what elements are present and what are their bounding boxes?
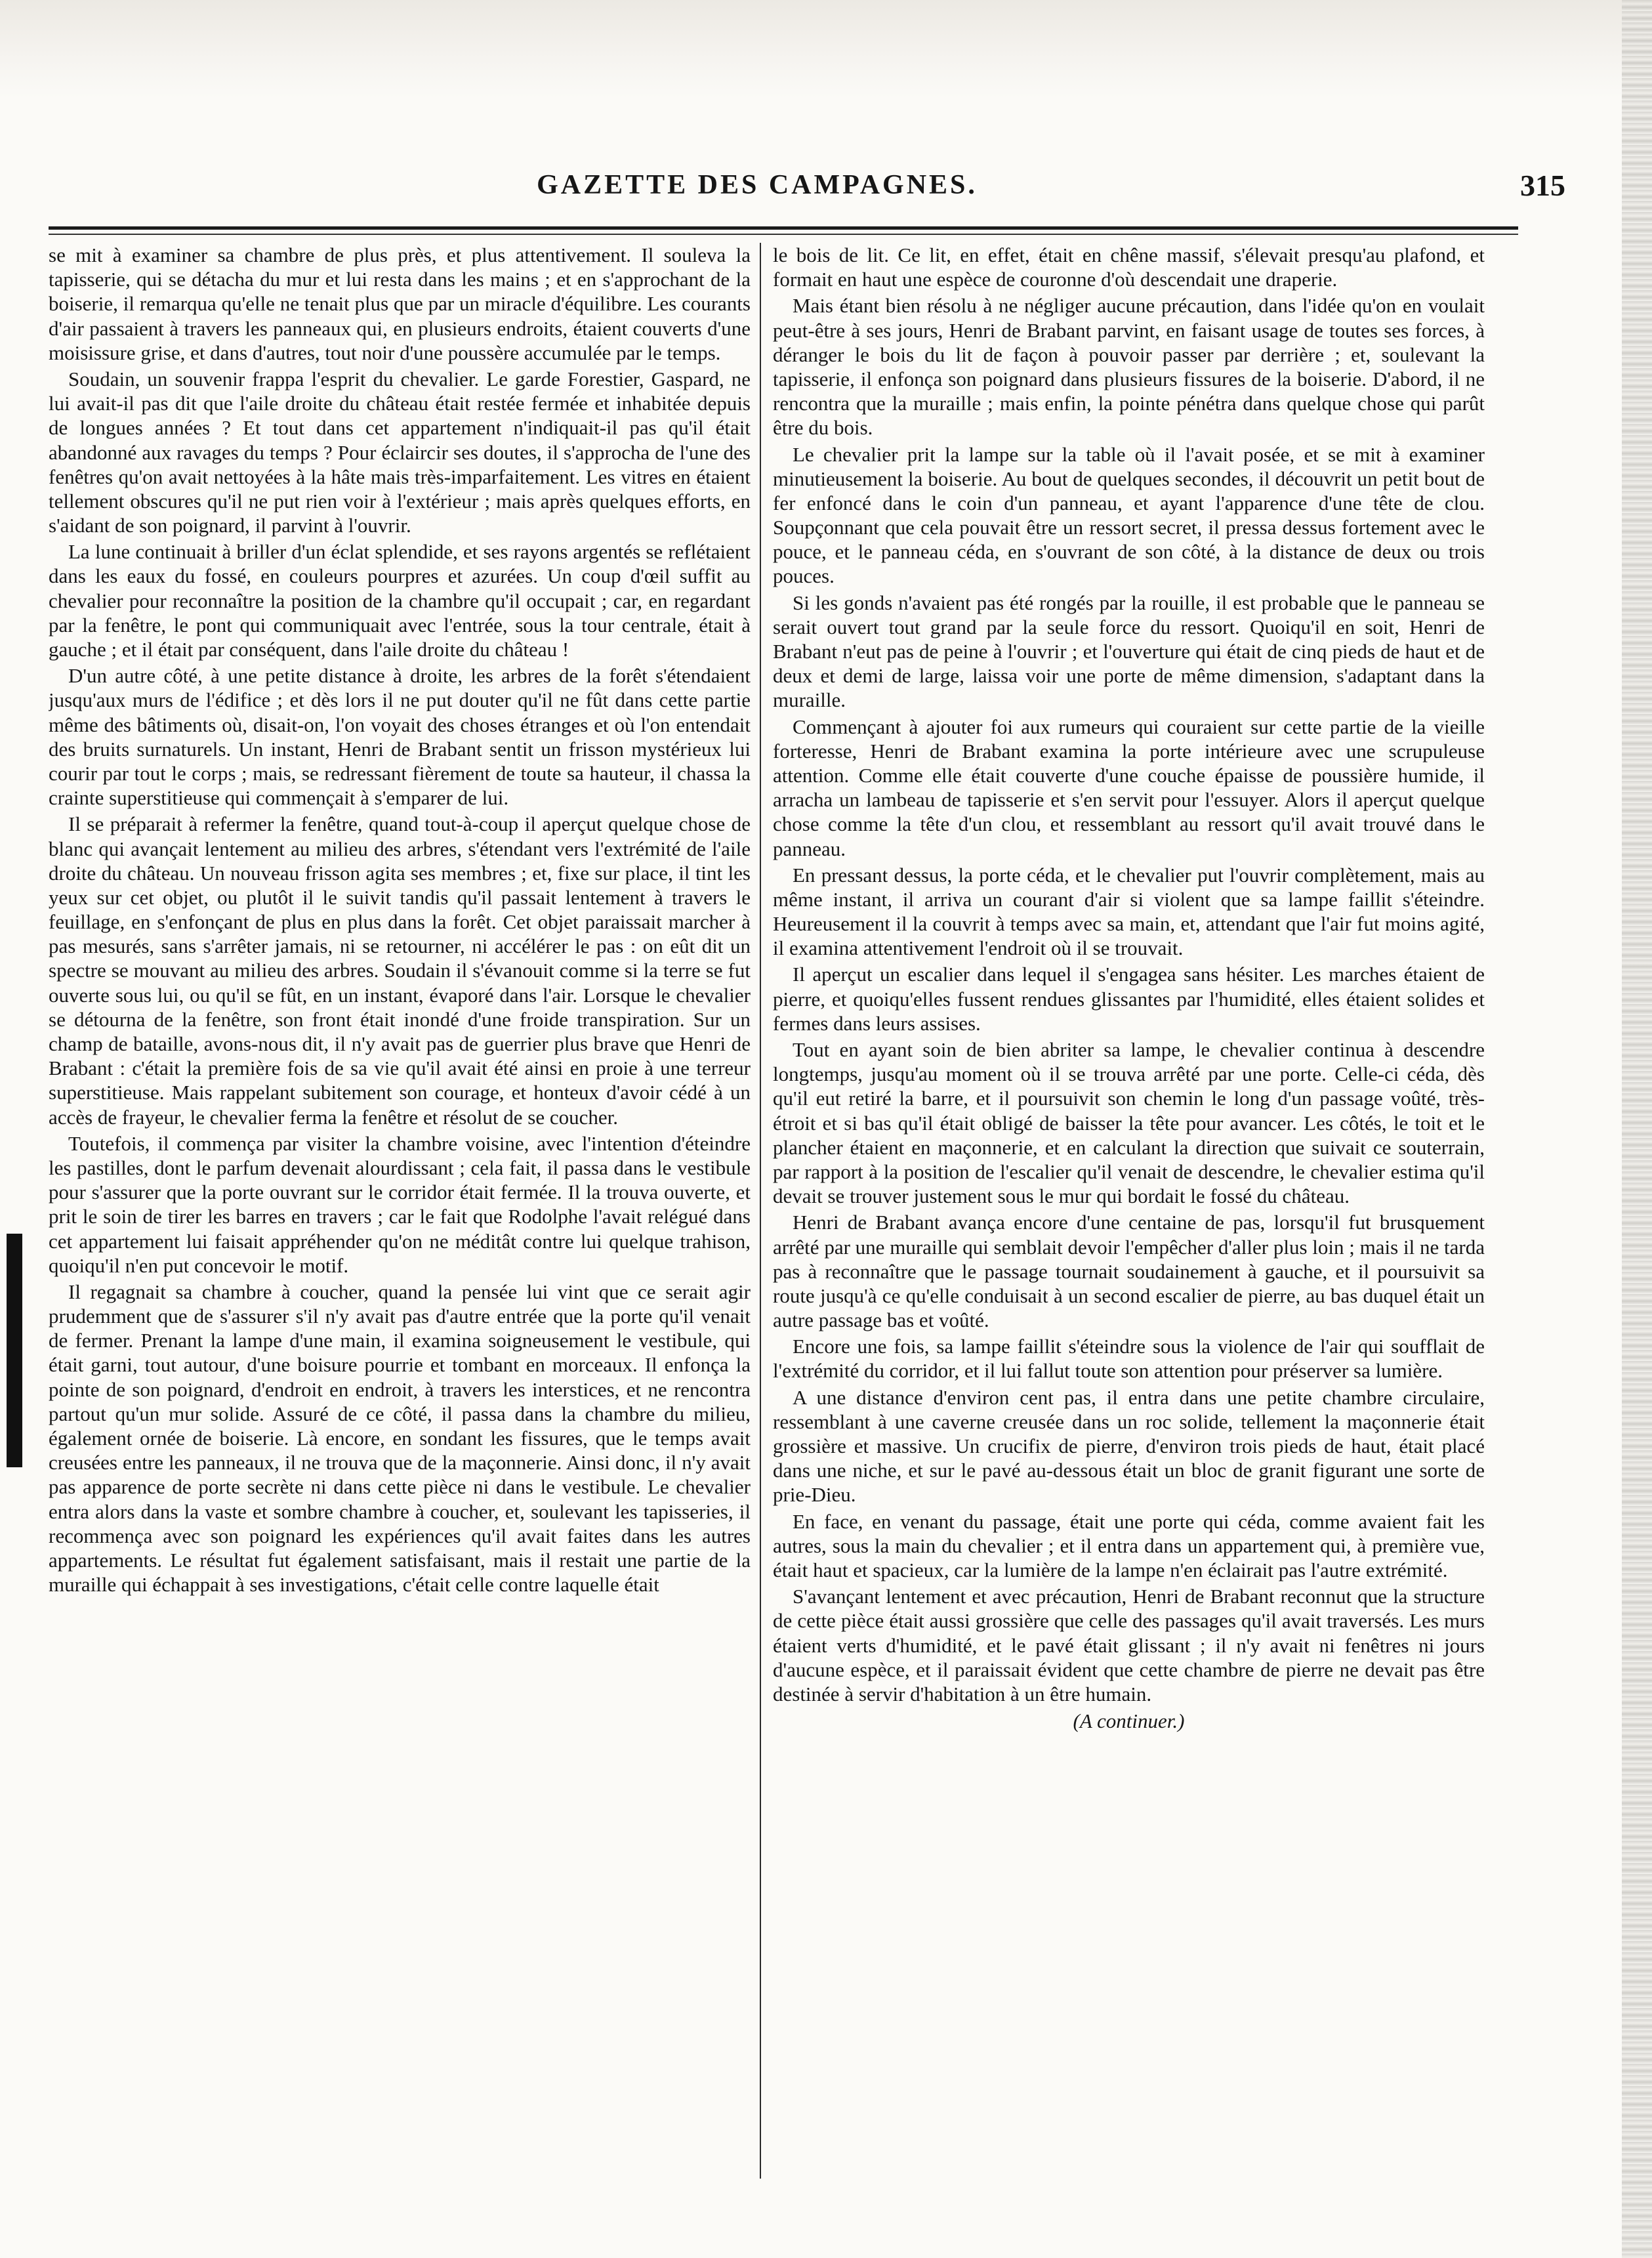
page-title: GAZETTE DES CAMPAGNES. bbox=[537, 170, 978, 200]
paragraph: le bois de lit. Ce lit, en effet, était en chêne massif, s'élevait presqu'au plafond, et formait en haut une espèce de couronne d'où descendait une draperie. bbox=[773, 243, 1485, 291]
paragraph: Soudain, un souvenir frappa l'esprit du chevalier. Le garde Forestier, Gaspard, ne lui avait-il pas dit que l'aile droite du château était restée fermée et inhabitée depuis de longues années ? Et tout dans cet appartement n'indiquait-il pas qu'il était abandonné aux ravages du temps ? Pour éclaircir ses doutes, il s'approcha de l'une des fenêtres qu'on avait nettoyées à la hâte mais très-imparfaitement. Les vitres en étaient tellement obscures qu'il ne put rien voir à l'extérieur ; mais après quelques efforts, en s'aidant de son poignard, il parvint à l'ouvrir. bbox=[49, 367, 751, 537]
paragraph: Toutefois, il commença par visiter la chambre voisine, avec l'intention d'éteindre les pastilles, dont le parfum devenait alourdissant ; cela fait, il passa dans le vestibule pour s'assurer que la porte ouvrant sur le corridor était fermée. Il la trouva ouverte, et prit le soin de tirer les barres en travers ; car le fait que Rodolphe l'avait relégué dans cet appartement lui faisait appréhender qu'on ne méditât contre lui quelque trahison, quoiqu'il n'en put concevoir le motif. bbox=[49, 1131, 751, 1277]
paragraph: La lune continuait à briller d'un éclat splendide, et ses rayons argentés se reflétaient dans les eaux du fossé, en couleurs pourpres et azurées. Un coup d'œil suffit au chevalier pour reconnaître la position de la chambre qu'il occupait ; car, en regardant par la fenêtre, le pont qui communiquait avec l'entrée, sous la tour centrale, était à gauche ; et il était par conséquent, dans l'aile droite du château ! bbox=[49, 540, 751, 661]
left-column bbox=[49, 243, 751, 2185]
header-rule-thin bbox=[49, 234, 1518, 235]
margin-mark bbox=[7, 1234, 22, 1467]
column-divider bbox=[760, 243, 761, 2179]
page-number: 315 bbox=[1520, 169, 1565, 202]
header-rule-thick bbox=[49, 226, 1518, 230]
right-column bbox=[773, 243, 1485, 2185]
paragraph: A une distance d'environ cent pas, il entra dans une petite chambre circulaire, ressemblant à une caverne creusée dans un roc solide, tellement la maçonnerie était grossière et massive. Un crucifix de pierre, d'environ trois pieds de haut, était placé dans une niche, et sur le pavé au-dessous était un bloc de granit figurant une sorte de prie-Dieu. bbox=[773, 1385, 1485, 1507]
paragraph: Si les gonds n'avaient pas été rongés par la rouille, il est probable que le panneau se serait ouvert tout grand par la seule force du ressort. Quoiqu'il en soit, Henri de Brabant n'eut pas de peine à l'ouvrir ; et l'ouverture qui était de cinq pieds de haut et de deux et demi de large, laissa voir une porte de même dimension, s'adaptant dans la muraille. bbox=[773, 591, 1485, 712]
paragraph: En face, en venant du passage, était une porte qui céda, comme avaient fait les autres, sous la main du chevalier ; et il entra dans un appartement qui, à première vue, était haut et spacieux, car la lumière de la lampe n'en éclairait pas l'autre extrémité. bbox=[773, 1509, 1485, 1581]
paragraph: S'avançant lentement et avec précaution, Henri de Brabant reconnut que la structure de cette pièce était aussi grossière que celle des passages qu'il avait traversés. Les murs étaient verts d'humidité, et le pavé était glissant ; il n'y avait ni fenêtres ni jours d'aucune espèce, et il paraissait évident que cette chambre de pierre ne devait pas être destinée à servir d'habitation à un être humain. bbox=[773, 1585, 1485, 1705]
paragraph: Commençant à ajouter foi aux rumeurs qui couraient sur cette partie de la vieille forteresse, Henri de Brabant examina la porte intérieure avec une scrupuleuse attention. Comme elle était couverte d'une couche épaisse de poussière humide, il arracha un lambeau de tapisserie et s'en servit pour l'essuyer. Alors il aperçut quelque chose comme la tête d'un clou, et ressemblant au ressort qu'il avait trouvé dans le panneau. bbox=[773, 715, 1485, 860]
scan-edge-shadow bbox=[1622, 0, 1652, 2258]
continuation-note: (A continuer.) bbox=[1073, 1709, 1185, 1733]
paragraph: se mit à examiner sa chambre de plus près, et plus attentivement. Il souleva la tapisserie, qui se détacha du mur et lui resta dans les mains ; et en s'approchant de la boiserie, il remarqua qu'elle ne tenait plus que par un miracle d'équilibre. Les courants d'air passaient à travers les panneaux qui, en plusieurs endroits, étaient couverts d'une moisissure grise, et dans d'autres, tout noir d'une poussère accumulée par le temps. bbox=[49, 243, 751, 364]
paragraph: D'un autre côté, à une petite distance à droite, les arbres de la forêt s'étendaient jusqu'aux murs de l'édifice ; et dès lors il ne put douter qu'il ne fût dans cette partie même des bâtiments où, disait-on, l'on voyait des choses étranges et où l'on entendait des bruits surnaturels. Un instant, Henri de Brabant sentit un frisson mystérieux lui courir par tout le corps ; mais, se redressant fièrement de toute sa hauteur, il chassa la crainte superstitieuse qui commençait à s'emparer de lui. bbox=[49, 664, 751, 810]
paragraph: Tout en ayant soin de bien abriter sa lampe, le chevalier continua à descendre longtemps, jusqu'au moment où il se trouva arrêté par une porte. Celle-ci céda, dès qu'il eut retiré la barre, et il poursuivit son chemin le long d'un passage voûté, très-étroit et si bas qu'il était obligé de baisser la tête pour avancer. Les côtés, le toit et le plancher étaient en maçonnerie, et en calculant la direction que suivait ce souterrain, par rapport à la position de l'escalier qu'il venait de descendre, le chevalier estima qu'il devait se trouver justement sous le mur qui bordait le fossé du château. bbox=[773, 1038, 1485, 1208]
paragraph: Mais étant bien résolu à ne négliger aucune précaution, dans l'idée qu'on en voulait peut-être à ses jours, Henri de Brabant parvint, en faisant usage de toutes ses forces, à déranger le bois du lit de façon à pouvoir passer par derrière ; et, soulevant la tapisserie, il enfonça son poignard dans plusieurs fissures de la boiserie. D'abord, il ne rencontra que la muraille ; mais enfin, la pointe pénétra dans quelque chose qui parût être du bois. bbox=[773, 294, 1485, 440]
paragraph: Il aperçut un escalier dans lequel il s'engagea sans hésiter. Les marches étaient de pierre, et quoiqu'elles fussent rendues glissantes par l'humidité, elles étaient solides et fermes dans leurs assises. bbox=[773, 963, 1485, 1035]
page-header bbox=[49, 163, 1597, 209]
paragraph: Il regagnait sa chambre à coucher, quand la pensée lui vint que ce serait agir prudemment que de s'assurer s'il n'y avait pas d'autre entrée que la porte qu'il venait de fermer. Prenant la lampe d'une main, il examina soigneusement le vestibule, qui était garni, tout autour, d'une boisure pourrie et tombant en morceaux. Il enfonça la pointe de son poignard, d'endroit en endroit, à travers les interstices, et ne rencontra partout qu'un mur solide. Assuré de ce côté, il passa dans la chambre du milieu, également ornée de boiserie. Là encore, en sondant les fissures, que le temps avait creusées entre les panneaux, il ne trouva que de la maçonnerie. Ainsi donc, il n'y avait pas apparence de porte secrète ni dans cette pièce ni dans le vestibule. Le chevalier entra alors dans la vaste et sombre chambre à coucher, et, soulevant les tapisseries, il recommença avec son poignard les expériences qu'il avait faites dans les autres appartements. Le résultat fut également satisfaisant, mais il restait une partie de la muraille qui échappait à ses investigations, c'était celle contre laquelle était bbox=[49, 1280, 751, 1597]
paragraph: Le chevalier prit la lampe sur la table où il l'avait posée, et se mit à examiner minutieusement la boiserie. Au bout de quelques secondes, il découvrit un petit bout de fer enfoncé dans le coin d'un panneau, et ayant l'apparence d'une tête de clou. Soupçonnant que cela pouvait être un ressort secret, il pressa dessus fortement avec le pouce, et le panneau céda, en s'ouvrant de son côté, à la distance de deux ou trois pouces. bbox=[773, 442, 1485, 588]
paragraph: Encore une fois, sa lampe faillit s'éteindre sous la violence de l'air qui soufflait de l'extrémité du corridor, et il lui fallut toute son attention pour préserver sa lumière. bbox=[773, 1335, 1485, 1383]
scan-top-shading bbox=[0, 0, 1652, 98]
paragraph: Il se préparait à refermer la fenêtre, quand tout-à-coup il aperçut quelque chose de blanc qui avançait lentement au milieu des arbres, s'étendant vers l'extrémité de l'aile droite du château. Un nouveau frisson agita ses membres ; et, fixe sur place, il tint les yeux sur cet objet, ou plutôt il le suivit tandis qu'il passait lentement à travers le feuillage, en s'enfonçant de plus en plus dans la forêt. Cet objet paraissait marcher à pas mesurés, sans s'arrêter jamais, ni se retourner, ni accélérer le pas : on eût dit un spectre se mouvant au milieu des arbres. Soudain il s'évanouit comme si la terre se fut ouverte sous lui, ou qu'il se fût, en un instant, évaporé dans l'air. Lorsque le chevalier se détourna de la fenêtre, son front était inondé d'une froide transpiration. Sur un champ de bataille, avons-nous dit, il n'y avait pas de guerrier plus brave que Henri de Brabant : c'était la première fois de sa vie qu'il avait été ainsi en proie à une terreur superstitieuse. Mais rappelant subitement son courage, et honteux d'avoir cédé à un accès de frayeur, le chevalier ferma la fenêtre et résolut de se coucher. bbox=[49, 812, 751, 1129]
paragraph: En pressant dessus, la porte céda, et le chevalier put l'ouvrir complètement, mais au même instant, il arriva un courant d'air si violent que sa lampe faillit s'éteindre. Heureusement il la couvrit à temps avec sa main, et, attendant que l'air fut moins agité, il examina attentivement l'endroit où il se trouvait. bbox=[773, 863, 1485, 960]
paragraph: Henri de Brabant avança encore d'une centaine de pas, lorsqu'il fut brusquement arrêté par une muraille qui semblait devoir l'empêcher d'aller plus loin ; mais il ne tarda pas à reconnaître que le passage tournait soudainement à gauche, et il poursuivit sa route jusqu'à ce qu'elle conduisait à un second escalier de pierre, au bas duquel était un autre passage bas et voûté. bbox=[773, 1211, 1485, 1332]
